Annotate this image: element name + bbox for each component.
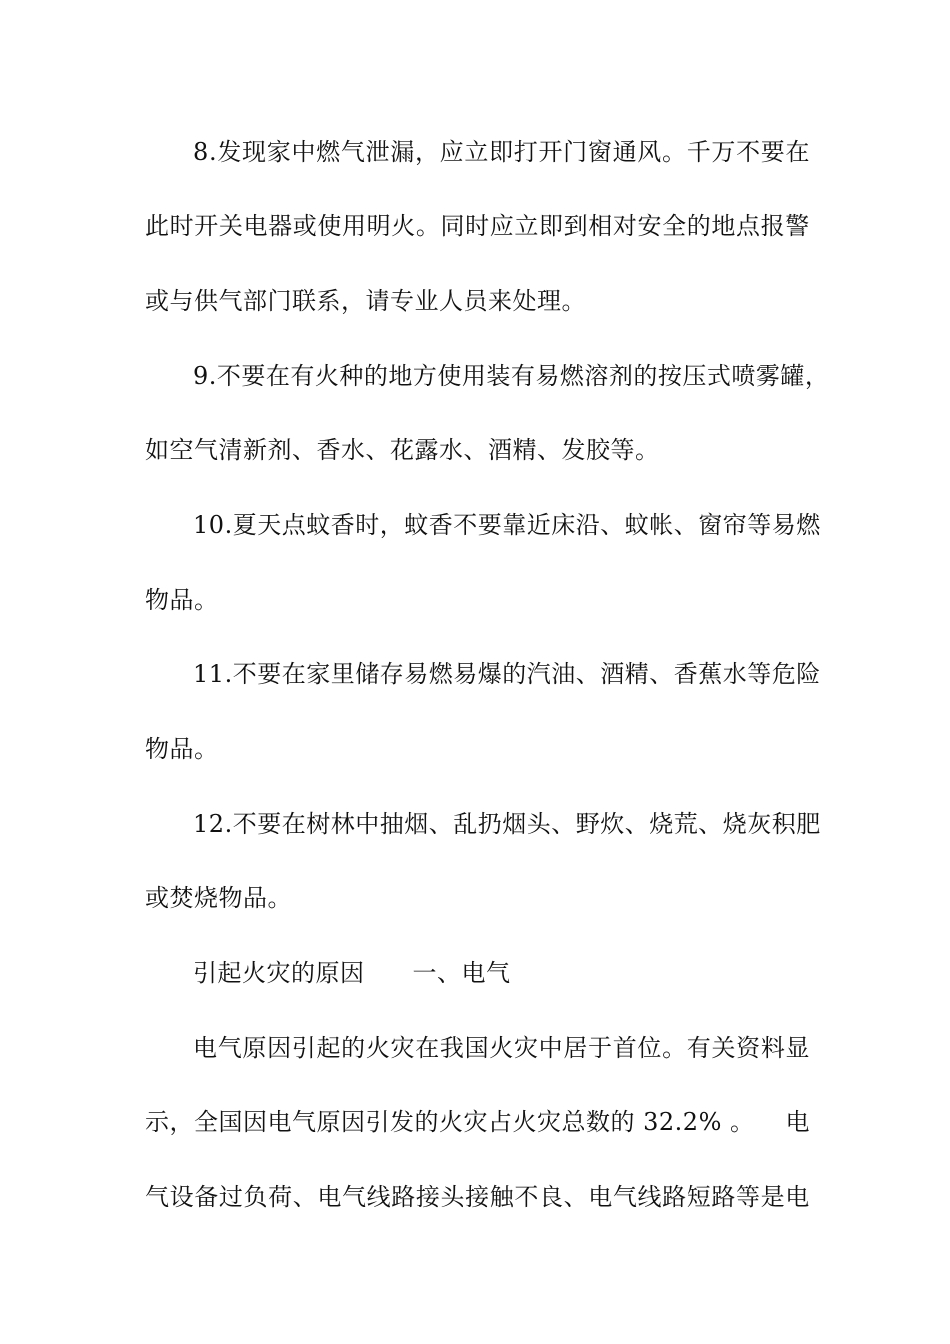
- paragraph-12-line-1: 1 2 . 不 要 在 树 林 中 抽 烟 、 乱 扔 烟 头 、 野 炊 、 烧 荒 、 烧 灰 积 肥: [193, 810, 821, 838]
- paragraph-12-line-2: 或焚烧物品。: [145, 884, 292, 912]
- paragraph-11-line-1: 1 1 . 不 要 在 家 里 储 存 易 燃 易 爆 的 汽 油 、 酒 精 、 香 蕉 水 等 危 险: [193, 660, 821, 688]
- paragraph-9-line-1: 9 . 不 要 在 有 火 种 的 地 方 使 用 装 有 易 燃 溶 剂 的 按 压 式 喷 雾 罐 ，: [193, 362, 830, 390]
- paragraph-10-line-2: 物品。: [145, 586, 219, 614]
- heading-section: 一、电气: [412, 959, 511, 987]
- electrical-paragraph-line-2-text: 示，全国因电气原因引发的火灾占火灾总数的 32.2% 。: [145, 1108, 755, 1136]
- paragraph-11-line-2: 物品。: [145, 735, 219, 763]
- paragraph-8-line-2: 此 时 开 关 电 器 或 使 用 明 火 。 同 时 应 立 即 到 相 对 安 全 的 地 点 报 警: [145, 212, 810, 240]
- electrical-paragraph-line-3: 气 设 备 过 负 荷 、 电 气 线 路 接 头 接 触 不 良 、 电 气 线 路 短 路 等 是 电: [145, 1183, 810, 1211]
- paragraph-8-line-1: 8 . 发 现 家 中 燃 气 泄 漏 ， 应 立 即 打 开 门 窗 通 风 。 千 万 不 要 在: [193, 138, 810, 166]
- electrical-paragraph-line-1: 电 气 原 因 引 起 的 火 灾 在 我 国 火 灾 中 居 于 首 位 。 有 关 资 料 显: [193, 1034, 810, 1062]
- paragraph-10-line-1: 1 0 . 夏 天 点 蚊 香 时 ， 蚊 香 不 要 靠 近 床 沿 、 蚊 帐 、 窗 帘 等 易 燃: [193, 511, 821, 539]
- section-heading: [193, 957, 810, 989]
- heading-title: 引起火灾的原因: [193, 959, 365, 987]
- electrical-paragraph-line-2: [145, 1106, 810, 1138]
- electrical-paragraph-line-2-end: 电: [785, 1108, 810, 1136]
- paragraph-8-line-3: 或与供气部门联系，请专业人员来处理。: [145, 287, 586, 315]
- paragraph-9-line-2: 如空气清新剂、香水、花露水、酒精、发胶等。: [145, 436, 660, 464]
